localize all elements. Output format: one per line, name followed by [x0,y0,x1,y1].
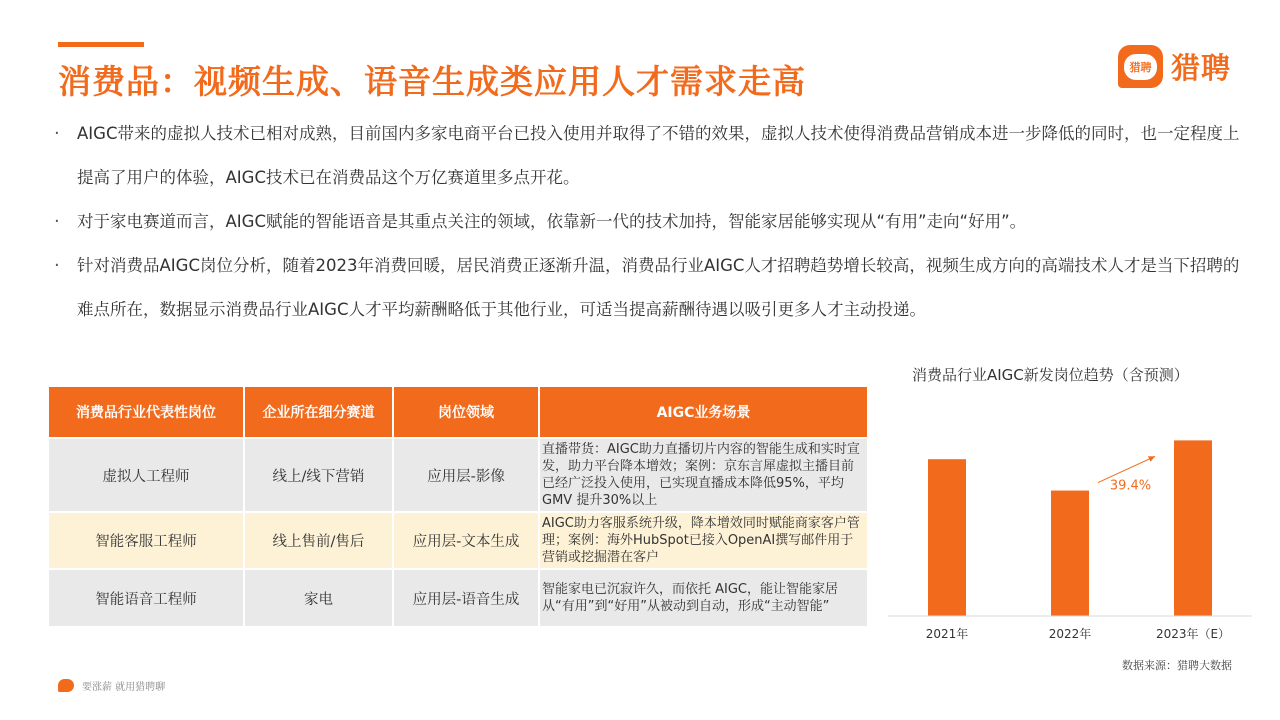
table-cell: 应用层-文本生成 [393,512,539,569]
table-cell: 线上售前/售后 [244,512,393,569]
table-cell: 智能客服工程师 [49,512,244,569]
bullet-item: · 针对消费品AIGC岗位分析，随着2023年消费回暖，居民消费正逐渐升温，消费品行业AIGC人才招聘趋势增长较高，视频生成方向的高端技术人才是当下招聘的难点所在，数据显示消费品行业AIGC人才平均薪酬略低于其他行业，可适当提高薪酬待遇以吸引更多人才主动投递。 [54,244,1244,332]
table-row [49,512,867,569]
positions-table [49,387,867,626]
table-cell: 线上/线下营销 [244,438,393,512]
logo-badge-text: 猎聘 [1124,54,1157,80]
chart-bar [928,459,966,616]
chart-x-tick-label: 2023年（E） [1155,627,1231,641]
table-cell: 应用层-语音生成 [393,569,539,626]
logo-text: 猎聘 [1171,51,1232,85]
chart-title: 消费品行业AIGC新发岗位趋势（含预测） [912,366,1189,384]
bullet-list [54,112,1244,332]
table-cell: 智能家电已沉寂许久，而依托 AIGC，能让智能家居从“有用”到“好用”从被动到自动，形成“主动智能” [539,569,867,626]
table-cell: 应用层-影像 [393,438,539,512]
table-cell: AIGC助力客服系统升级，降本增效同时赋能商家客户管理；案例：海外HubSpot已接入OpenAI撰写邮件用于营销或挖掘潜在客户 [539,512,867,569]
bullet-item: · AIGC带来的虚拟人技术已相对成熟，目前国内多家电商平台已投入使用并取得了不错的效果，虚拟人技术使得消费品营销成本进一步降低的同时，也一定程度上提高了用户的体验，AIGC技术已在消费品这个万亿赛道里多点开花。 [54,112,1244,200]
table-cell: 直播带货：AIGC助力直播切片内容的智能生成和实时宣发，助力平台降本增效；案例：京东言犀虚拟主播目前已经广泛投入使用，已实现直播成本降低95%，平均GMV 提升30%以上 [539,438,867,512]
footer-slogan: 要涨薪 就用猎聘聊 [82,682,166,693]
table-row [49,438,867,512]
chat-bubble-icon [58,679,74,692]
table-header-row [49,387,867,438]
bullet-item: · 对于家电赛道而言，AIGC赋能的智能语音是其重点关注的领域，依靠新一代的技术加持，智能家居能够实现从“有用”走向“好用”。 [54,200,1244,244]
page-title: 消费品：视频生成、语音生成类应用人才需求走高 [58,62,806,101]
table-header-cell: AIGC业务场景 [539,387,867,438]
liepin-logo [1118,45,1231,88]
chart-x-tick-label: 2022年 [1048,627,1092,641]
chart-bar [1174,440,1212,616]
table-header-cell: 岗位领域 [393,387,539,438]
chart-bar [1051,491,1089,616]
table-cell: 智能语音工程师 [49,569,244,626]
growth-annotation: 39.4% [1109,478,1152,494]
title-accent-bar [58,42,144,47]
table-header-cell: 消费品行业代表性岗位 [49,387,244,438]
chart-x-tick-label: 2021年 [925,627,969,641]
footer [58,678,165,693]
job-trend-bar-chart [884,410,1256,650]
data-source: 数据来源：猎聘大数据 [1122,659,1232,672]
logo-badge-icon [1118,45,1163,88]
table-cell: 虚拟人工程师 [49,438,244,512]
table-header-cell: 企业所在细分赛道 [244,387,393,438]
table-cell: 家电 [244,569,393,626]
table-row [49,569,867,626]
